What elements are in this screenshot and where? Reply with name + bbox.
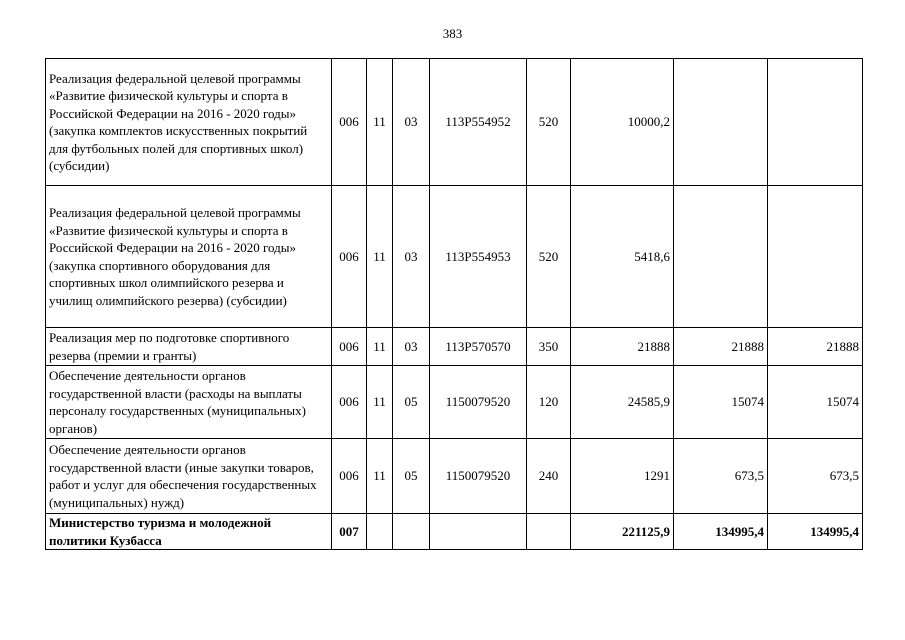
row-name: Реализация мер по подготовке спортивного резерва (премии и гранты): [46, 328, 332, 366]
sum-year-2: 134995,4: [674, 514, 768, 550]
sum-year-1: 1291: [571, 439, 674, 514]
row-name: Министерство туризма и молодежной политики Кузбасса: [46, 514, 332, 550]
section-code: 11: [367, 59, 393, 186]
target-article: 113P554952: [430, 59, 527, 186]
expense-type: 350: [527, 328, 571, 366]
expense-type: 520: [527, 59, 571, 186]
sum-year-3: 134995,4: [768, 514, 863, 550]
sum-year-3: [768, 59, 863, 186]
sum-year-1: 221125,9: [571, 514, 674, 550]
ministry-code: 007: [332, 514, 367, 550]
sum-year-3: [768, 186, 863, 328]
sum-year-1: 24585,9: [571, 366, 674, 439]
sum-year-2: 21888: [674, 328, 768, 366]
target-article: 1150079520: [430, 439, 527, 514]
row-name: Реализация федеральной целевой программы «Развитие физической культуры и спорта в Российской Федерации на 2016 - 2020 годы» (закупка спортивного оборудования для спортивных школ олимпийского резерва и училищ олимпийского резерва) (субсидии): [46, 186, 332, 328]
expense-type: 240: [527, 439, 571, 514]
target-article: 113P554953: [430, 186, 527, 328]
table-row: [46, 328, 863, 366]
table-row: [46, 186, 863, 328]
sum-year-2: 673,5: [674, 439, 768, 514]
section-code: 11: [367, 366, 393, 439]
table-row: [46, 366, 863, 439]
sum-year-1: 5418,6: [571, 186, 674, 328]
row-name: Реализация федеральной целевой программы «Развитие физической культуры и спорта в Российской Федерации на 2016 - 2020 годы» (закупка комплектов искусственных покрытий для футбольных полей для спортивных школ) (субсидии): [46, 59, 332, 186]
subsection-code: 05: [393, 366, 430, 439]
subsection-code: 03: [393, 59, 430, 186]
subsection-code: 03: [393, 186, 430, 328]
sum-year-2: 15074: [674, 366, 768, 439]
ministry-code: 006: [332, 328, 367, 366]
table-row: [46, 514, 863, 550]
section-code: 11: [367, 186, 393, 328]
ministry-code: 006: [332, 186, 367, 328]
subsection-code: 05: [393, 439, 430, 514]
ministry-code: 006: [332, 59, 367, 186]
target-article: 113P570570: [430, 328, 527, 366]
target-article: 1150079520: [430, 366, 527, 439]
sum-year-3: 15074: [768, 366, 863, 439]
sum-year-3: 673,5: [768, 439, 863, 514]
sum-year-1: 21888: [571, 328, 674, 366]
section-code: 11: [367, 328, 393, 366]
section-code: 11: [367, 439, 393, 514]
row-name: Обеспечение деятельности органов государственной власти (иные закупки товаров, работ и услуг для обеспечения государственных (муниципальных) нужд): [46, 439, 332, 514]
expense-type: [527, 514, 571, 550]
page-number: 383: [442, 26, 463, 41]
row-name: Обеспечение деятельности органов государственной власти (расходы на выплаты персоналу государственных (муниципальных) органов): [46, 366, 332, 439]
ministry-code: 006: [332, 439, 367, 514]
budget-table: [45, 58, 863, 550]
target-article: [430, 514, 527, 550]
expense-type: 120: [527, 366, 571, 439]
section-code: [367, 514, 393, 550]
subsection-code: 03: [393, 328, 430, 366]
sum-year-3: 21888: [768, 328, 863, 366]
sum-year-1: 10000,2: [571, 59, 674, 186]
sum-year-2: [674, 186, 768, 328]
expense-type: 520: [527, 186, 571, 328]
ministry-code: 006: [332, 366, 367, 439]
table-row: [46, 59, 863, 186]
sum-year-2: [674, 59, 768, 186]
subsection-code: [393, 514, 430, 550]
table-row: [46, 439, 863, 514]
